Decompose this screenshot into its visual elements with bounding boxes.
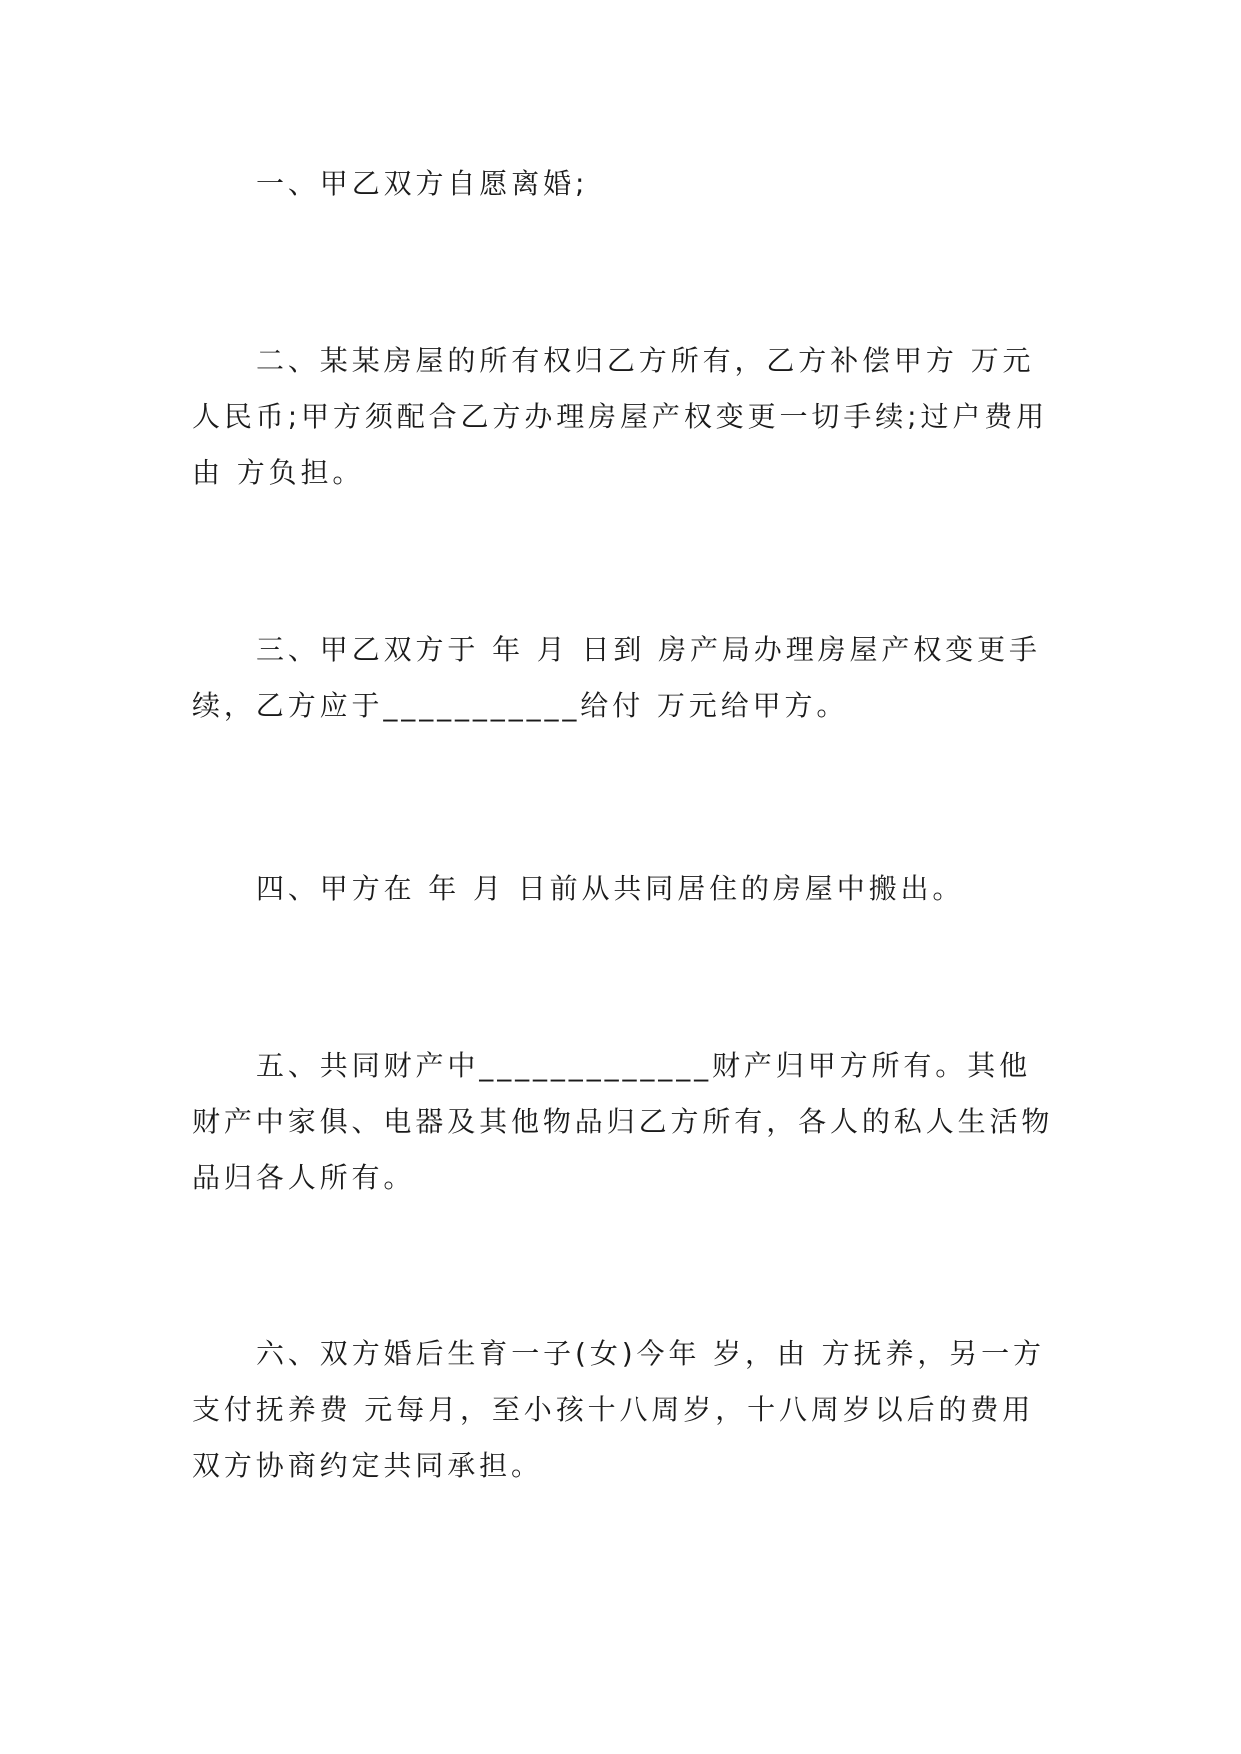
clause-1: 一、甲乙双方自愿离婚; [256, 167, 589, 200]
clause-2: 二、某某房屋的所有权归乙方所有，乙方补偿甲方 万元人民币;甲方须配合乙方办理房屋产权变更一切手续;过户费用由 方负担。 [192, 344, 1049, 489]
clause-6: 六、双方婚后生育一子(女)今年 岁，由 方抚养，另一方支付抚养费 元每月，至小孩十八周岁，十八周岁以后的费用双方协商约定共同承担。 [192, 1337, 1045, 1482]
clause-5: 五、共同财产中_____________财产归甲方所有。其他财产中家俱、电器及其他物品归乙方所有，各人的私人生活物品归各人所有。 [192, 1049, 1054, 1194]
clause-4: 四、甲方在 年 月 日前从共同居住的房屋中搬出。 [256, 872, 965, 905]
clause-3: 三、甲乙双方于 年 月 日到 房产局办理房屋产权变更手续，乙方应于___________给付 万元给甲方。 [192, 633, 1041, 722]
